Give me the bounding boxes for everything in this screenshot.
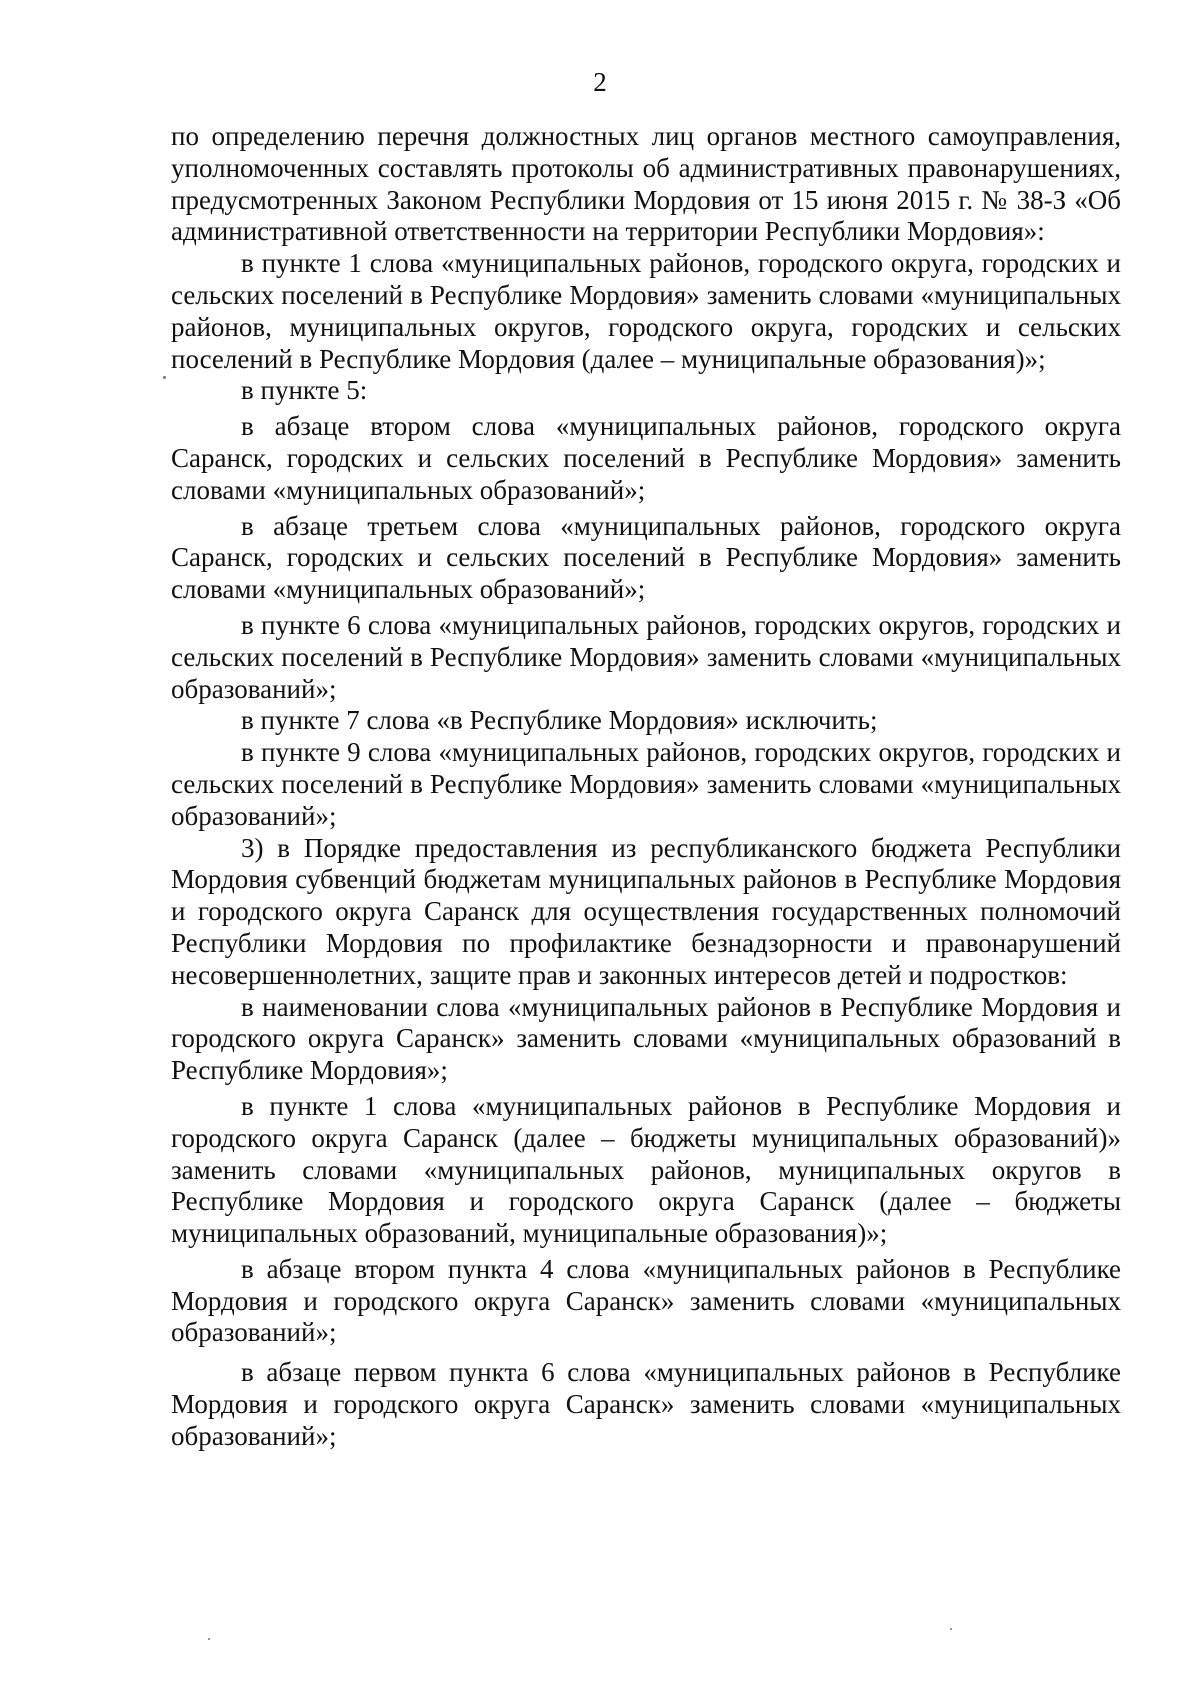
paragraph-point-1: в пункте 1 слова «муниципальных районов, городского округа, городских и сельских поселений в Республике Мордовия» заменить словами «муниципальных районов, муниципальных округов, городского округа, городских и сельских поселений в Республике Мордовия (далее – муниципальные образования)»; [171, 248, 1121, 374]
paragraph-point-5-second: в абзаце втором слова «муниципальных районов, городского округа Саранск, городских и сельских поселений в Республике Мордовия» заменить словами «муниципальных образований»; [171, 411, 1121, 505]
scan-speck [950, 1628, 952, 1630]
paragraph-point-5: в пункте 5: [241, 375, 368, 406]
paragraph-intro-continuation: по определению перечня должностных лиц органов местного самоуправления, уполномоченных составлять протоколы об административных правонарушениях, предусмотренных Законом Республики Мордовия от 15 июня 2015 г. № 38-З «Об административной ответственности на территории Республики Мордовия»: [171, 121, 1121, 247]
paragraph-point-9: в пункте 9 слова «муниципальных районов, городских округов, городских и сельских поселений в Республике Мордовия» заменить словами «муниципальных образований»; [171, 737, 1121, 831]
paragraph-point-5-third: в абзаце третьем слова «муниципальных районов, городского округа Саранск, городских и сельских поселений в Республике Мордовия» заменить словами «муниципальных образований»; [171, 510, 1121, 605]
paragraph-item-3: 3) в Порядке предоставления из республиканского бюджета Республики Мордовия субвенций бюджетам муниципальных районов в Республике Мордовия и городского округа Саранск для осуществления государственных полномочий Республики Мордовия по профилактике безнадзорности и правонарушений несовершеннолетних, защите прав и законных интересов детей и подростков: [171, 832, 1121, 990]
paragraph-point-6: в пункте 6 слова «муниципальных районов, городских округов, городских и сельских поселений в Республике Мордовия» заменить словами «муниципальных образований»; [171, 609, 1121, 704]
paragraph-order-point-1: в пункте 1 слова «муниципальных районов в Республике Мордовия и городского округа Саранск (далее – бюджеты муниципальных образований)» заменить словами «муниципальных районов, муниципальных округов в Республике Мордовия и городского округа Саранск (далее – бюджеты муниципальных образований, муниципальные образования)»; [171, 1090, 1121, 1249]
scan-speck [163, 376, 166, 379]
paragraph-order-point-4: в абзаце втором пункта 4 слова «муниципальных районов в Республике Мордовия и городского округа Саранск» заменить словами «муниципальных образований»; [171, 1253, 1121, 1348]
scan-speck [208, 1638, 210, 1640]
paragraph-title-change: в наименовании слова «муниципальных районов в Республике Мордовия и городского округа Саранск» заменить словами «муниципальных образований в Республике Мордовия»; [171, 991, 1121, 1086]
paragraph-point-7: в пункте 7 слова «в Республике Мордовия» исключить; [241, 705, 878, 736]
page-number: 2 [593, 67, 607, 97]
paragraph-order-point-6: в абзаце первом пункта 6 слова «муниципальных районов в Республике Мордовия и городского округа Саранск» заменить словами «муниципальных образований»; [171, 1357, 1121, 1451]
document-body [171, 121, 1121, 1453]
